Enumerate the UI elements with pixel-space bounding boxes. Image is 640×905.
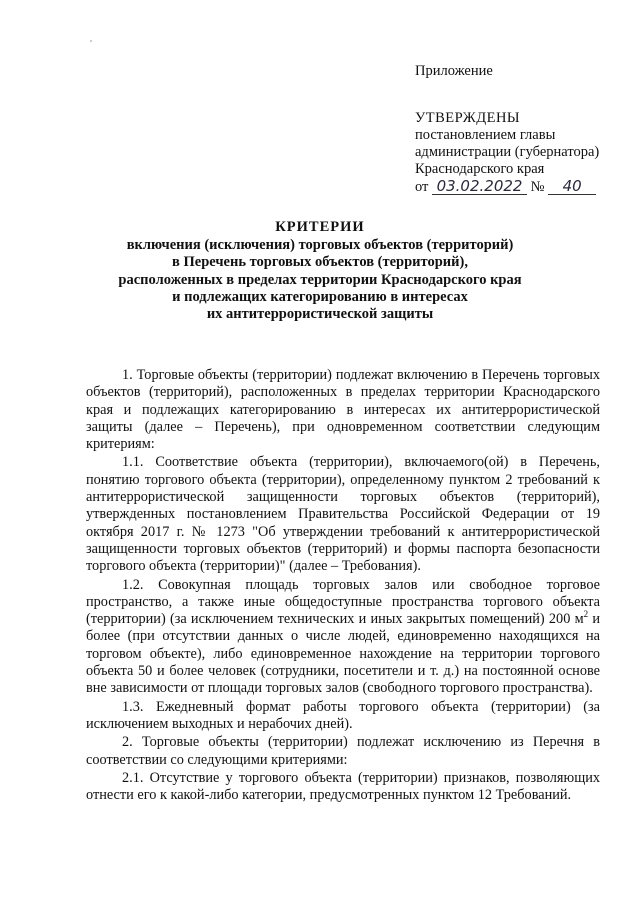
- handwritten-date: 03.02.2022: [432, 178, 527, 195]
- title-main: КРИТЕРИИ: [275, 219, 365, 235]
- approval-line-2: администрации (губернатора): [415, 144, 600, 160]
- paragraph-2-1: 2.1. Отсутствие у торгового объекта (территории) признаков, позволяющих отнести его к какой-либо категории, предусмотренных пунктом 12 Требований.: [86, 769, 600, 804]
- approval-line-1: постановлением главы: [415, 127, 556, 143]
- decree-date-number-row: [415, 178, 625, 196]
- handwritten-number: 40: [548, 178, 596, 195]
- paragraph-1-1: 1.1. Соответствие объекта (территории), включаемого(ой) в Перечень, понятию торгового объекта (территории), определенному пунктом 2 требований к антитеррористической защищенности торговых объектов (территорий), утвержденных постановлением Правительства Российской Федерации от 19 октября 2017 г. № 1273 "Об утверждении требований к антитеррористической защищенности торговых объектов (территорий) и формы паспорта безопасности торгового объекта (территории)" (далее – Требования).: [86, 454, 600, 575]
- title-line: расположенных в пределах территории Краснодарского края: [118, 271, 522, 288]
- paragraph-1-2-part-b: и более (при отсутствии данных о числе людей, единовременно находящихся на торговом объекте), либо единовременное нахождение на территории торгового объекта 50 и более человек (сотрудники, посетители и т. д.) на постоянной основе вне зависимости от площади торговых залов (свободного торгового пространства).: [86, 611, 600, 697]
- from-label: от: [415, 179, 429, 195]
- appendix-label: Приложение: [415, 63, 493, 79]
- paragraph-2: 2. Торговые объекты (территории) подлежат исключению из Перечня в соответствии со следующими критериями:: [86, 734, 600, 768]
- approval-block: [415, 63, 625, 196]
- paragraph-1-3: 1.3. Ежедневный формат работы торгового объекта (территории) (за исключением выходных и нерабочих дней).: [86, 698, 600, 732]
- title-line: и подлежащих категорированию в интересах: [172, 288, 468, 305]
- document-body: [86, 367, 600, 804]
- approval-line-3: Краснодарского края: [415, 161, 545, 177]
- scan-speck: [90, 40, 92, 42]
- paragraph-1: 1. Торговые объекты (территории) подлежат включению в Перечень торговых объектов (территорий), расположенных в пределах территории Краснодарского края и подлежащих категорированию в интересах их антитеррористической защиты (далее – Перечень), при одновременном соответствии следующим критериям:: [86, 367, 600, 453]
- title-line: включения (исключения) торговых объектов (территорий): [126, 237, 514, 254]
- paragraph-1-2-part-a: 1.2. Совокупная площадь торговых залов или свободное торговое пространство, а также иные общедоступные пространства торгового объекта (территории) (за исключением технических и иных закрытых помещений) 200 м: [86, 576, 600, 628]
- square-superscript: 2: [583, 609, 589, 620]
- document-title: [110, 219, 530, 323]
- approved-heading: УТВЕРЖДЕНЫ: [415, 110, 521, 126]
- title-line: в Перечень торговых объектов (территорий),: [172, 254, 468, 271]
- paragraph-1-2: [86, 577, 600, 698]
- title-line: их антитеррористической защиты: [206, 306, 434, 323]
- number-label: №: [530, 179, 545, 195]
